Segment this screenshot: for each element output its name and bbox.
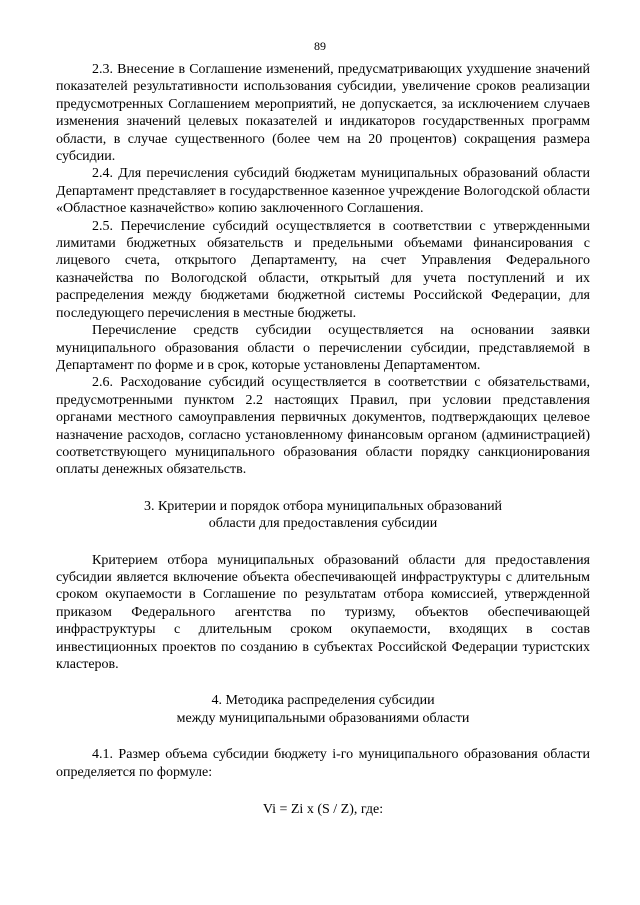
paragraph-4-1: 4.1. Размер объема субсидии бюджету i-го муниципального образования области определяется по формуле:: [56, 747, 590, 780]
section-3-heading-line-1: 3. Критерии и порядок отбора муниципальных образований: [143, 498, 503, 514]
document-body: [56, 61, 590, 818]
page-number: 89: [314, 39, 326, 53]
section-4-heading-line-2: между муниципальными образованиями области: [176, 710, 470, 726]
paragraph-2-5: 2.5. Перечисление субсидий осуществляется в соответствии с утвержденными лимитами бюджетных обязательств и предельными объемами финансирования с лицевого счета, открытого Департаменту, на счет Управления Федерального казначейства по Вологодской области, открытый для учета поступлений и их распределения между бюджетами бюджетной системы Российской Федерации, для последующего перечисления в местные бюджеты.: [56, 218, 590, 321]
paragraph-section-3: Критерием отбора муниципальных образований области для предоставления субсидии является включение объекта обеспечивающей инфраструктуры с длительным сроком окупаемости в Соглашение по результатам отбора комиссией, утвержденной приказом Федерального агентства по туризму, объектов обеспечивающей инфраструктуры с длительным сроком окупаемости, входящих в состав инвестиционных проектов по созданию в субъектах Российской Федерации туристских кластеров.: [56, 552, 590, 672]
paragraph-2-4: 2.4. Для перечисления субсидий бюджетам муниципальных образований области Департамент представляет в государственное казенное учреждение Вологодской области «Областное казначейство» копию заключенного Соглашения.: [56, 166, 590, 217]
paragraph-2-5-transfer: Перечисление средств субсидии осуществляется на основании заявки муниципального образования области о перечислении субсидии, представляемой в Департамент по форме и в срок, которые установлены Департаментом.: [56, 323, 590, 373]
section-4-heading-line-1: 4. Методика распределения субсидии: [211, 693, 435, 709]
section-3-heading-line-2: области для предоставления субсидии: [208, 516, 438, 532]
formula: Vi = Zi x (S / Z), где:: [262, 802, 384, 818]
paragraph-2-6: 2.6. Расходование субсидий осуществляется в соответствии с обязательствами, предусмотренными пунктом 2.2 настоящих Правил, при условии представления органами местного самоуправления первичных документов, подтверждающих целевое назначение расходов, согласно установленному финансовым органом (администрацией) соответствующего муниципального образования области порядку санкционирования оплаты денежных обязательств.: [56, 375, 590, 478]
paragraph-2-3: 2.3. Внесение в Соглашение изменений, предусматривающих ухудшение значений показателей результативности использования субсидии, увеличение сроков реализации предусмотренных Соглашением мероприятий, не допускается, за исключением случаев изменения значений целевых показателей и индикаторов государственных программ области, в случае существенного (более чем на 20 процентов) сокращения размера субсидии.: [56, 62, 590, 165]
